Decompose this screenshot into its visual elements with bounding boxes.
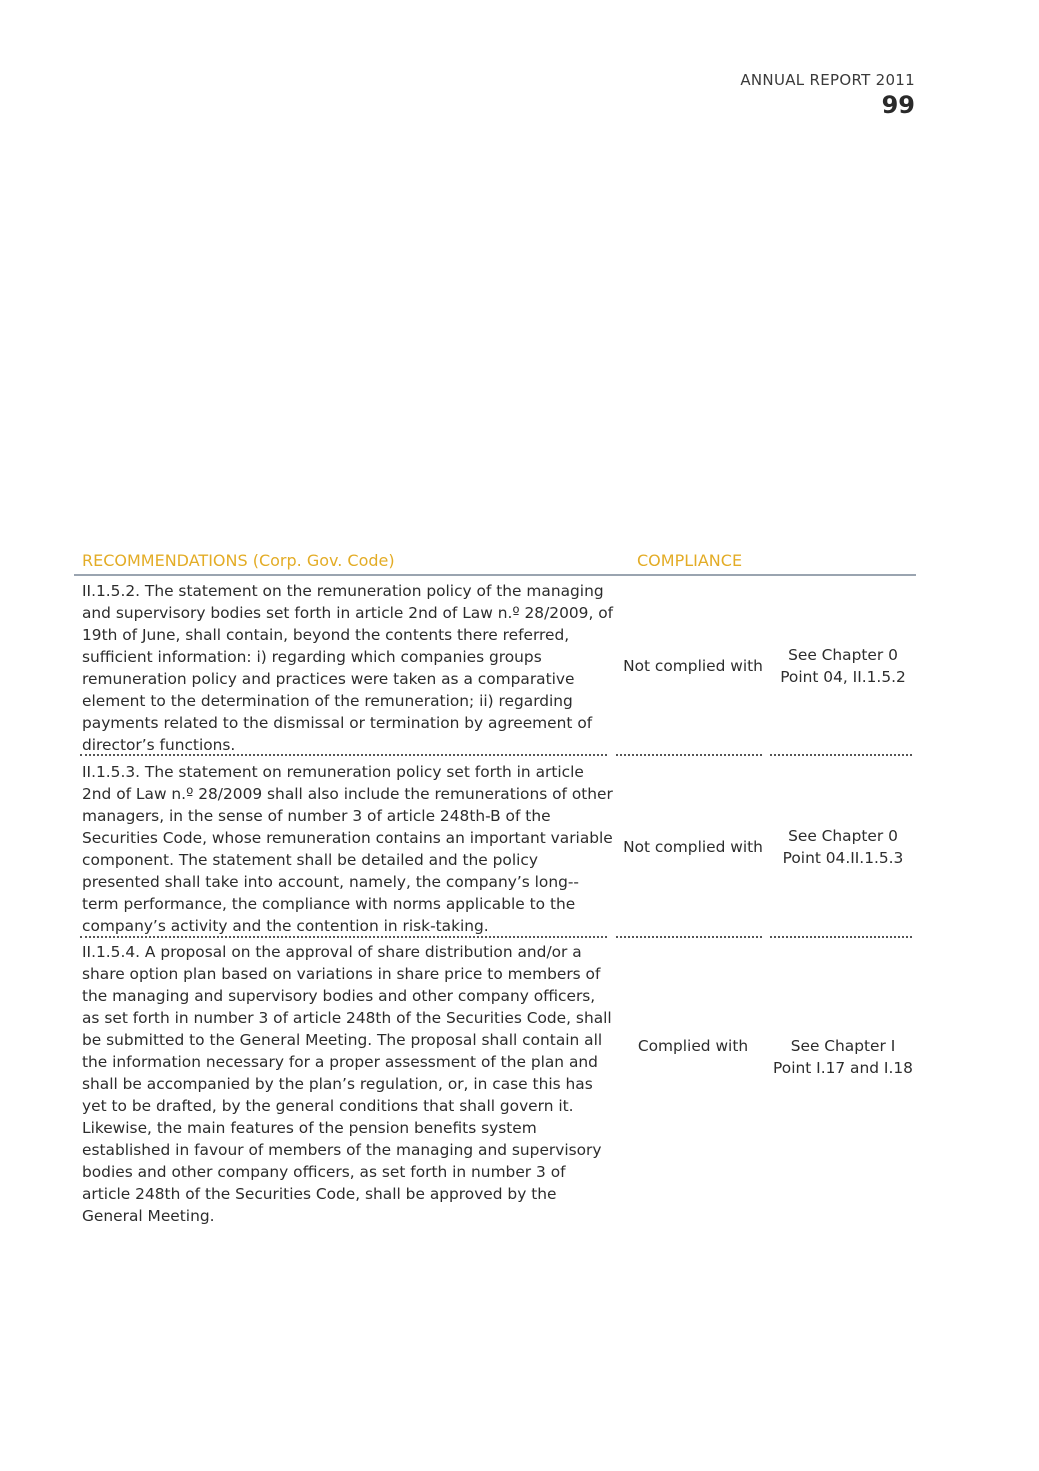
table-row <box>74 576 916 756</box>
recommendation-text: II.1.5.4. A proposal on the approval of share distribution and/or a share option plan based on variations in share price to members of the managing and supervisory bodies and other company officers, as set forth in number 3 of article 248th of the Securities Code, shall be submitted to the General Meeting. The proposal shall contain all the information necessary for a proper assessment of the plan and shall be accompanied by the plan’s regulation, or, in case this has yet to be drafted, by the general conditions that shall govern it. Likewise, the main features of the pension benefits system established in favour of members of the managing and supervisory bodies and other company officers, as set forth in number 3 of article 248th of the Securities Code, shall be approved by the General Meeting. <box>82 943 612 1225</box>
compliance-status: Not complied with <box>623 657 763 675</box>
compliance-reference: See Chapter 0 Point 04.II.1.5.3 <box>782 827 904 867</box>
report-title: ANNUAL REPORT 2011 <box>740 71 915 89</box>
governance-table <box>74 548 916 1225</box>
compliance-status: Complied with <box>637 1037 749 1055</box>
compliance-reference: See Chapter I Point I.17 and I.18 <box>773 1037 913 1077</box>
column-header-recommendations: RECOMMENDATIONS (Corp. Gov. Code) <box>82 551 395 570</box>
table-header <box>74 548 916 576</box>
column-header-compliance: COMPLIANCE <box>637 551 743 570</box>
table-row <box>74 756 916 938</box>
compliance-status: Not complied with <box>623 838 763 856</box>
compliance-reference: See Chapter 0 Point 04, II.1.5.2 <box>780 646 906 686</box>
page-number: 99 <box>881 91 915 119</box>
table-row <box>74 938 916 1225</box>
recommendation-text: II.1.5.3. The statement on remuneration policy set forth in article 2nd of Law n.º 28/2009 shall also include the remunerations of other managers, in the sense of number 3 of article 248th-B of the Securities Code, whose remuneration contains an important variable component. The statement shall be detailed and the policy presented shall take into account, namely, the company’s long--term performance, the compliance with norms applicable to the company’s activity and the contention in risk-taking. <box>82 762 613 935</box>
recommendation-text: II.1.5.2. The statement on the remuneration policy of the managing and supervisory bodies set forth in article 2nd of Law n.º 28/2009, of 19th of June, shall contain, beyond the contents there referred, sufficient information: i) regarding which companies groups remuneration policy and practices were taken as a comparative element to the determination of the remuneration; ii) regarding payments related to the dismissal or termination by agreement of director’s functions. <box>82 581 614 754</box>
page-header <box>740 70 915 120</box>
